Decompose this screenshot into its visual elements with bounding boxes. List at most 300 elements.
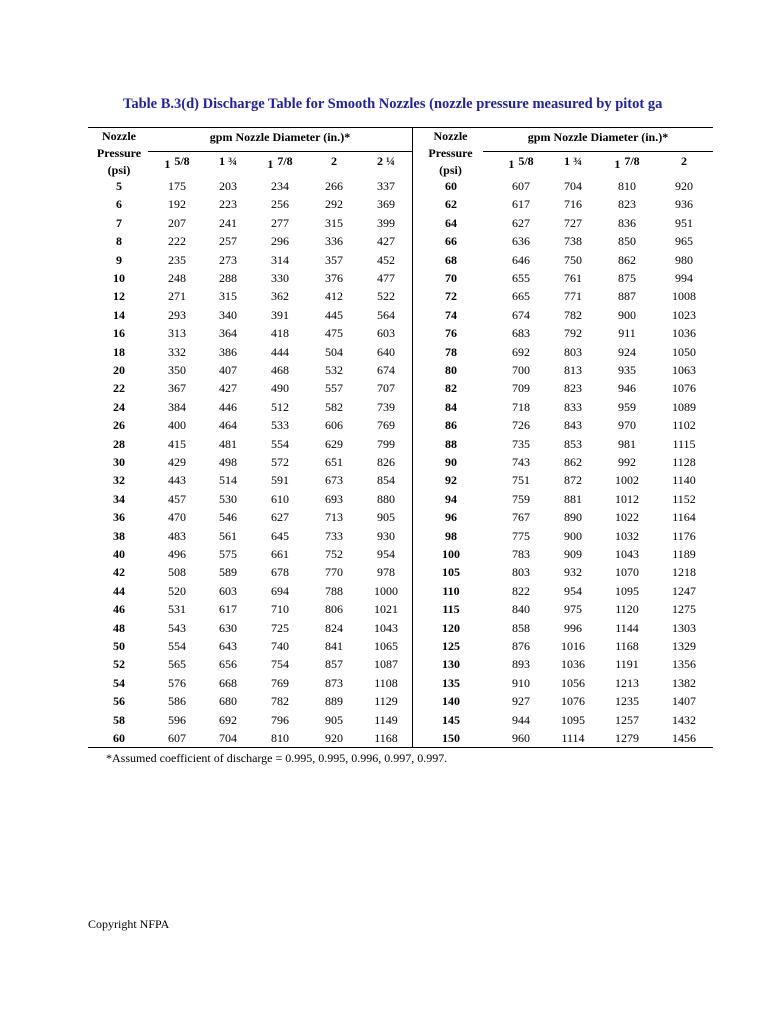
diameter-fraction: 5/8 [518, 154, 534, 168]
gpm-cell: 257 [219, 234, 237, 249]
gpm-cell: 1108 [374, 675, 398, 690]
gpm-cell: 277 [271, 215, 289, 230]
gpm-cell: 1095 [615, 583, 639, 598]
diameter-fraction: 7/8 [277, 154, 293, 168]
gpm-cell: 498 [219, 455, 237, 469]
gpm-cell: 203 [219, 179, 237, 193]
gpm-cell: 1218 [672, 565, 696, 580]
gpm-cell: 713 [325, 510, 343, 525]
gpm-cell: 887 [618, 289, 636, 304]
gpm-cell: 810 [271, 731, 289, 745]
gpm-cell: 223 [219, 197, 237, 212]
gpm-cell: 1456 [672, 731, 696, 745]
gpm-cell: 1114 [561, 731, 585, 745]
gpm-cell: 823 [564, 381, 582, 396]
gpm-cell: 496 [168, 547, 186, 561]
gpm-underline-left [148, 151, 412, 152]
gpm-cell: 627 [512, 215, 530, 230]
gpm-cell: 532 [325, 363, 343, 377]
gpm-cell: 192 [168, 197, 186, 212]
gpm-cell: 446 [219, 399, 237, 414]
pressure-cell: 62 [445, 197, 457, 212]
gpm-cell: 803 [564, 344, 582, 359]
gpm-cell: 880 [377, 491, 395, 506]
gpm-cell: 490 [271, 381, 289, 396]
pressure-cell: 82 [445, 381, 457, 396]
gpm-cell: 981 [618, 436, 636, 451]
gpm-cell: 1022 [615, 510, 639, 525]
gpm-cell: 607 [512, 179, 530, 193]
diameter-whole: 2 [331, 154, 337, 168]
pressure-cell: 76 [445, 326, 457, 341]
pressure-cell: 48 [113, 620, 125, 635]
gpm-cell: 636 [512, 234, 530, 249]
gpm-cell: 655 [512, 271, 530, 285]
gpm-cell: 477 [377, 271, 395, 285]
gpm-cell: 735 [512, 436, 530, 451]
gpm-cell: 843 [564, 418, 582, 433]
pressure-cell: 78 [445, 344, 457, 359]
gpm-cell: 643 [219, 639, 237, 653]
gpm-cell: 759 [512, 491, 530, 506]
gpm-cell: 873 [325, 675, 343, 690]
gpm-cell: 771 [564, 289, 582, 304]
pressure-header-line: (psi) [439, 163, 462, 177]
gpm-cell: 315 [219, 289, 237, 304]
gpm-cell: 718 [512, 399, 530, 414]
gpm-cell: 564 [377, 307, 395, 322]
gpm-cell: 531 [168, 602, 186, 617]
gpm-cell: 946 [618, 381, 636, 396]
gpm-cell: 710 [271, 602, 289, 617]
diameter-header [255, 154, 305, 172]
gpm-cell: 782 [564, 307, 582, 322]
gpm-cell: 256 [271, 197, 289, 212]
gpm-cell: 1168 [374, 731, 398, 745]
gpm-cell: 576 [168, 675, 186, 690]
gpm-cell: 739 [377, 399, 395, 414]
gpm-cell: 872 [564, 473, 582, 488]
gpm-cell: 445 [325, 307, 343, 322]
gpm-cell: 629 [325, 436, 343, 451]
gpm-cell: 994 [675, 271, 693, 285]
diameter-whole: 1 [508, 157, 515, 171]
gpm-cell: 400 [168, 418, 186, 433]
gpm-cell: 384 [168, 399, 186, 414]
gpm-cell: 1008 [672, 289, 696, 304]
gpm-cell: 1032 [615, 528, 639, 543]
gpm-cell: 905 [377, 510, 395, 525]
diameter-header [548, 154, 598, 169]
gpm-cell: 427 [219, 381, 237, 396]
gpm-cell: 750 [564, 252, 582, 267]
pressure-header-line: Nozzle [102, 129, 136, 143]
gpm-cell: 1002 [615, 473, 639, 488]
diameter-header [602, 154, 652, 172]
pressure-cell: 68 [445, 252, 457, 267]
gpm-cell: 857 [325, 657, 343, 672]
pressure-header-line: Pressure [428, 146, 473, 160]
gpm-cell: 920 [675, 179, 693, 193]
gpm-cell: 704 [219, 731, 237, 745]
pressure-cell: 12 [113, 289, 125, 304]
gpm-cell: 271 [168, 289, 186, 304]
gpm-cell: 617 [512, 197, 530, 212]
gpm-cell: 959 [618, 399, 636, 414]
gpm-cell: 767 [512, 510, 530, 525]
copyright-notice: Copyright NFPA [88, 917, 170, 931]
gpm-cell: 1144 [615, 620, 639, 635]
gpm-cell: 337 [377, 179, 395, 193]
pressure-header-left [88, 128, 150, 179]
pressure-cell: 50 [113, 639, 125, 653]
pressure-cell: 70 [445, 271, 457, 285]
gpm-cell: 1087 [374, 657, 398, 672]
gpm-cell: 733 [325, 528, 343, 543]
gpm-header-left: gpm Nozzle Diameter (in.)* [209, 130, 351, 144]
gpm-cell: 640 [377, 344, 395, 359]
gpm-cell: 889 [325, 694, 343, 709]
pressure-cell: 72 [445, 289, 457, 304]
gpm-cell: 607 [168, 731, 186, 745]
gpm-cell: 315 [325, 215, 343, 230]
gpm-cell: 725 [271, 620, 289, 635]
pressure-cell: 90 [445, 455, 457, 469]
gpm-cell: 970 [618, 418, 636, 433]
gpm-cell: 1168 [615, 639, 639, 653]
gpm-cell: 452 [377, 252, 395, 267]
pressure-cell: 140 [442, 694, 460, 709]
gpm-cell: 799 [377, 436, 395, 451]
gpm-cell: 850 [618, 234, 636, 249]
gpm-cell: 457 [168, 491, 186, 506]
gpm-cell: 1063 [672, 363, 696, 377]
gpm-cell: 617 [219, 602, 237, 617]
gpm-cell: 704 [564, 179, 582, 193]
gpm-cell: 367 [168, 381, 186, 396]
gpm-cell: 1120 [615, 602, 639, 617]
gpm-cell: 288 [219, 271, 237, 285]
pressure-cell: 58 [113, 712, 125, 727]
gpm-cell: 1407 [672, 694, 696, 709]
diameter-header [203, 154, 253, 169]
gpm-cell: 693 [325, 491, 343, 506]
gpm-cell: 924 [618, 344, 636, 359]
gpm-cell: 900 [564, 528, 582, 543]
gpm-header-right: gpm Nozzle Diameter (in.)* [527, 130, 669, 144]
gpm-cell: 1152 [672, 491, 696, 506]
pressure-cell: 42 [113, 565, 125, 580]
gpm-cell: 418 [271, 326, 289, 341]
pressure-cell: 60 [113, 731, 125, 745]
diameter-fraction: 7/8 [624, 154, 640, 168]
gpm-cell: 1189 [672, 547, 696, 561]
pressure-cell: 130 [442, 657, 460, 672]
diameter-whole: 1 [164, 157, 171, 171]
column-divider [412, 127, 413, 747]
gpm-cell: 241 [219, 215, 237, 230]
gpm-cell: 514 [219, 473, 237, 488]
gpm-cell: 875 [618, 271, 636, 285]
gpm-cell: 853 [564, 436, 582, 451]
gpm-cell: 783 [512, 547, 530, 561]
pressure-cell: 64 [445, 215, 457, 230]
pressure-cell: 30 [113, 455, 125, 469]
gpm-cell: 775 [512, 528, 530, 543]
gpm-cell: 369 [377, 197, 395, 212]
gpm-cell: 1432 [672, 712, 696, 727]
gpm-cell: 792 [564, 326, 582, 341]
gpm-cell: 1089 [672, 399, 696, 414]
gpm-cell: 813 [564, 363, 582, 377]
diameter-whole: 1 [614, 157, 621, 171]
gpm-cell: 1128 [672, 455, 696, 469]
gpm-cell: 554 [271, 436, 289, 451]
gpm-cell: 292 [325, 197, 343, 212]
gpm-cell: 694 [271, 583, 289, 598]
gpm-cell: 909 [564, 547, 582, 561]
gpm-cell: 1102 [672, 418, 696, 433]
gpm-cell: 769 [377, 418, 395, 433]
gpm-cell: 905 [325, 712, 343, 727]
pressure-cell: 94 [445, 491, 457, 506]
gpm-cell: 468 [271, 363, 289, 377]
gpm-cell: 362 [271, 289, 289, 304]
gpm-cell: 235 [168, 252, 186, 267]
pressure-header-line: (psi) [107, 163, 131, 177]
gpm-cell: 483 [168, 528, 186, 543]
gpm-cell: 364 [219, 326, 237, 341]
diameter-header [152, 154, 202, 172]
gpm-cell: 769 [271, 675, 289, 690]
gpm-cell: 668 [219, 675, 237, 690]
gpm-cell: 1095 [561, 712, 585, 727]
pressure-cell: 14 [113, 307, 125, 322]
gpm-cell: 803 [512, 565, 530, 580]
gpm-cell: 336 [325, 234, 343, 249]
gpm-cell: 266 [325, 179, 343, 193]
gpm-cell: 1235 [615, 694, 639, 709]
pressure-cell: 125 [442, 639, 460, 653]
gpm-cell: 1303 [672, 620, 696, 635]
gpm-cell: 603 [219, 583, 237, 598]
pressure-cell: 96 [445, 510, 457, 525]
table-top-rule [88, 127, 713, 128]
pressure-cell: 38 [113, 528, 125, 543]
gpm-cell: 876 [512, 639, 530, 653]
pressure-cell: 92 [445, 473, 457, 488]
diameter-header [361, 154, 411, 169]
gpm-cell: 740 [271, 639, 289, 653]
diameter-fraction: 5/8 [174, 154, 190, 168]
gpm-cell: 944 [512, 712, 530, 727]
gpm-cell: 858 [512, 620, 530, 635]
pressure-cell: 20 [113, 363, 125, 377]
pressure-cell: 8 [116, 234, 122, 249]
gpm-cell: 391 [271, 307, 289, 322]
pressure-header-line: Pressure [96, 146, 142, 160]
gpm-cell: 357 [325, 252, 343, 267]
pressure-cell: 46 [113, 602, 125, 617]
pressure-cell: 115 [442, 602, 460, 617]
gpm-cell: 1382 [672, 675, 696, 690]
gpm-cell: 1275 [672, 602, 696, 617]
pressure-cell: 86 [445, 418, 457, 433]
gpm-cell: 533 [271, 418, 289, 433]
gpm-cell: 376 [325, 271, 343, 285]
gpm-cell: 651 [325, 455, 343, 469]
pressure-cell: 60 [445, 179, 457, 193]
gpm-cell: 610 [271, 491, 289, 506]
gpm-cell: 1065 [374, 639, 398, 653]
gpm-cell: 965 [675, 234, 693, 249]
gpm-cell: 222 [168, 234, 186, 249]
gpm-cell: 761 [564, 271, 582, 285]
gpm-cell: 248 [168, 271, 186, 285]
gpm-cell: 881 [564, 491, 582, 506]
gpm-cell: 826 [377, 455, 395, 469]
gpm-cell: 1070 [615, 565, 639, 580]
gpm-cell: 582 [325, 399, 343, 414]
gpm-cell: 935 [618, 363, 636, 377]
gpm-cell: 1036 [672, 326, 696, 341]
gpm-cell: 543 [168, 620, 186, 635]
gpm-cell: 522 [377, 289, 395, 304]
pressure-cell: 16 [113, 326, 125, 341]
gpm-cell: 175 [168, 179, 186, 193]
gpm-cell: 1021 [374, 602, 398, 617]
gpm-cell: 1043 [374, 620, 398, 635]
gpm-cell: 1164 [672, 510, 696, 525]
gpm-cell: 429 [168, 455, 186, 469]
gpm-cell: 314 [271, 252, 289, 267]
pressure-cell: 18 [113, 344, 125, 359]
gpm-cell: 841 [325, 639, 343, 653]
gpm-cell: 796 [271, 712, 289, 727]
gpm-cell: 862 [564, 455, 582, 469]
pressure-cell: 120 [442, 620, 460, 635]
pressure-cell: 88 [445, 436, 457, 451]
gpm-cell: 782 [271, 694, 289, 709]
gpm-cell: 1247 [672, 583, 696, 598]
gpm-cell: 862 [618, 252, 636, 267]
gpm-cell: 674 [512, 307, 530, 322]
diameter-whole: 1 [267, 157, 274, 171]
gpm-cell: 627 [271, 510, 289, 525]
gpm-cell: 572 [271, 455, 289, 469]
gpm-cell: 960 [512, 731, 530, 745]
gpm-cell: 512 [271, 399, 289, 414]
gpm-cell: 1115 [672, 436, 696, 451]
gpm-cell: 530 [219, 491, 237, 506]
gpm-cell: 1279 [615, 731, 639, 745]
pressure-cell: 135 [442, 675, 460, 690]
gpm-cell: 557 [325, 381, 343, 396]
gpm-cell: 810 [618, 179, 636, 193]
gpm-cell: 854 [377, 473, 395, 488]
gpm-cell: 911 [618, 326, 636, 341]
gpm-cell: 1023 [672, 307, 696, 322]
pressure-cell: 98 [445, 528, 457, 543]
gpm-cell: 386 [219, 344, 237, 359]
pressure-cell: 9 [116, 252, 122, 267]
pressure-cell: 105 [442, 565, 460, 580]
gpm-cell: 1016 [561, 639, 585, 653]
gpm-cell: 1056 [561, 675, 585, 690]
gpm-cell: 692 [512, 344, 530, 359]
gpm-cell: 1140 [672, 473, 696, 488]
gpm-cell: 1356 [672, 657, 696, 672]
diameter-whole: 1 ¾ [219, 154, 237, 168]
gpm-cell: 692 [219, 712, 237, 727]
gpm-cell: 954 [564, 583, 582, 598]
gpm-cell: 1129 [374, 694, 398, 709]
gpm-cell: 575 [219, 547, 237, 561]
gpm-cell: 1191 [615, 657, 639, 672]
gpm-cell: 707 [377, 381, 395, 396]
pressure-cell: 36 [113, 510, 125, 525]
gpm-cell: 464 [219, 418, 237, 433]
gpm-cell: 475 [325, 326, 343, 341]
gpm-cell: 443 [168, 473, 186, 488]
gpm-cell: 840 [512, 602, 530, 617]
footnote: *Assumed coefficient of discharge = 0.995, 0.995, 0.996, 0.997, 0.997. [106, 751, 448, 765]
gpm-cell: 1213 [615, 675, 639, 690]
gpm-cell: 932 [564, 565, 582, 580]
gpm-cell: 978 [377, 565, 395, 580]
pressure-cell: 24 [113, 399, 125, 414]
gpm-cell: 920 [325, 731, 343, 745]
gpm-cell: 743 [512, 455, 530, 469]
gpm-cell: 1050 [672, 344, 696, 359]
pressure-cell: 34 [113, 491, 125, 506]
gpm-cell: 806 [325, 602, 343, 617]
gpm-cell: 716 [564, 197, 582, 212]
gpm-cell: 546 [219, 510, 237, 525]
pressure-cell: 145 [442, 712, 460, 727]
pressure-cell: 22 [113, 381, 125, 396]
gpm-cell: 520 [168, 583, 186, 598]
gpm-cell: 470 [168, 510, 186, 525]
gpm-cell: 313 [168, 326, 186, 341]
pressure-cell: 80 [445, 363, 457, 377]
gpm-cell: 788 [325, 583, 343, 598]
gpm-cell: 833 [564, 399, 582, 414]
pressure-cell: 6 [116, 197, 122, 212]
gpm-cell: 823 [618, 197, 636, 212]
gpm-cell: 752 [325, 547, 343, 561]
pressure-header-line: Nozzle [433, 129, 468, 143]
gpm-cell: 951 [675, 215, 693, 230]
pressure-cell: 7 [116, 215, 122, 230]
gpm-cell: 678 [271, 565, 289, 580]
gpm-cell: 1043 [615, 547, 639, 561]
gpm-cell: 700 [512, 363, 530, 377]
gpm-cell: 893 [512, 657, 530, 672]
pressure-cell: 5 [116, 179, 122, 193]
gpm-cell: 273 [219, 252, 237, 267]
gpm-cell: 504 [325, 344, 343, 359]
pressure-cell: 54 [113, 675, 125, 690]
gpm-cell: 1012 [615, 491, 639, 506]
table-bottom-rule [88, 747, 713, 748]
gpm-cell: 481 [219, 436, 237, 451]
gpm-cell: 561 [219, 528, 237, 543]
gpm-cell: 415 [168, 436, 186, 451]
gpm-cell: 1076 [672, 381, 696, 396]
gpm-cell: 603 [377, 326, 395, 341]
gpm-cell: 1329 [672, 639, 696, 653]
